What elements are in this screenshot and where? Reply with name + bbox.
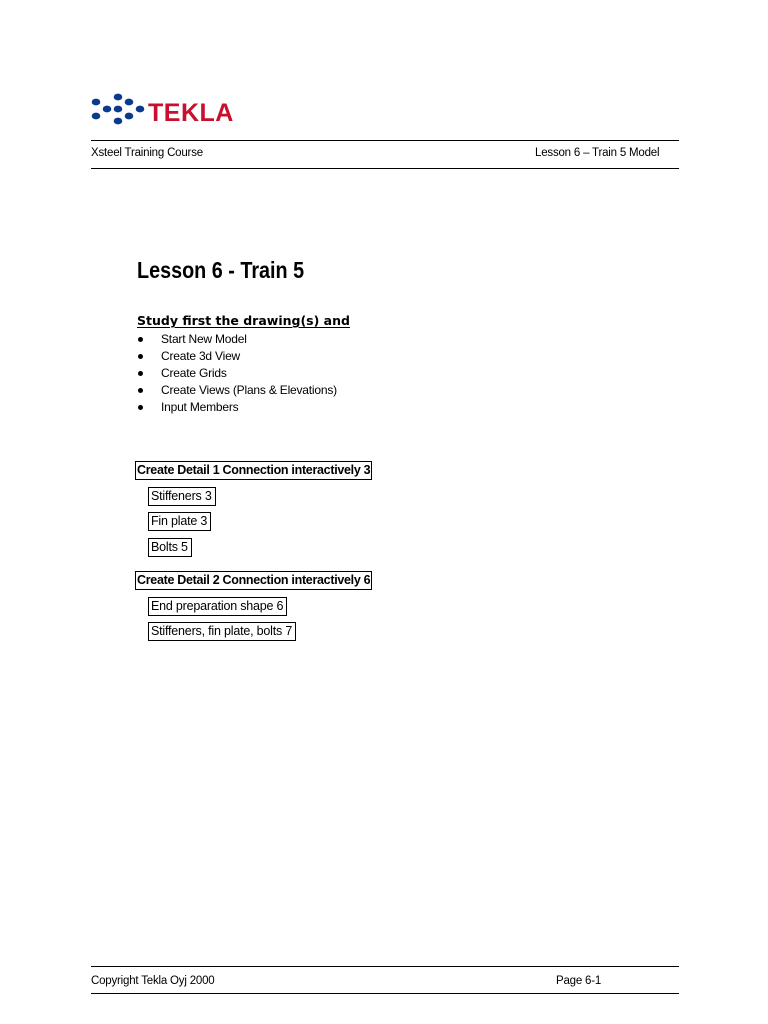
bullet-icon (138, 337, 143, 342)
tekla-logo-icon (88, 90, 150, 128)
detail-1-fin-plate-link[interactable]: Fin plate 3 (148, 512, 211, 531)
bullet-icon (138, 354, 143, 359)
detail-1-stiffeners-link[interactable]: Stiffeners 3 (148, 487, 216, 506)
detail-2-heading-link[interactable]: Create Detail 2 Connection interactively 6 (135, 571, 372, 590)
header-course-name: Xsteel Training Course (91, 147, 203, 159)
footer-copyright: Copyright Tekla Oyj 2000 (91, 975, 215, 987)
list-item-text: Create Views (Plans & Elevations) (161, 383, 337, 397)
bullet-icon (138, 405, 143, 410)
list-item-text: Create Grids (161, 366, 227, 380)
footer-rule-top (91, 966, 679, 967)
detail-2-stiffeners-fin-plate-bolts-link[interactable]: Stiffeners, fin plate, bolts 7 (148, 622, 296, 641)
tekla-logo-text: TEKLA (148, 99, 234, 127)
footer-rule-bottom (91, 993, 679, 994)
bullet-icon (138, 388, 143, 393)
detail-2-end-preparation-link[interactable]: End preparation shape 6 (148, 597, 287, 616)
list-item-text: Input Members (161, 400, 239, 414)
bullet-icon (138, 371, 143, 376)
header-lesson-name: Lesson 6 – Train 5 Model (535, 147, 660, 159)
footer-page-number: Page 6-1 (556, 975, 602, 987)
list-item-text: Start New Model (161, 332, 247, 346)
page-title: Lesson 6 - Train 5 (137, 257, 305, 283)
detail-1-heading-link[interactable]: Create Detail 1 Connection interactively 3 (135, 461, 372, 480)
detail-1-bolts-link[interactable]: Bolts 5 (148, 538, 192, 557)
header-rule-bottom (91, 168, 679, 169)
study-heading: Study first the drawing(s) and (137, 313, 350, 328)
list-item-text: Create 3d View (161, 349, 241, 363)
header-rule-top (91, 140, 679, 141)
